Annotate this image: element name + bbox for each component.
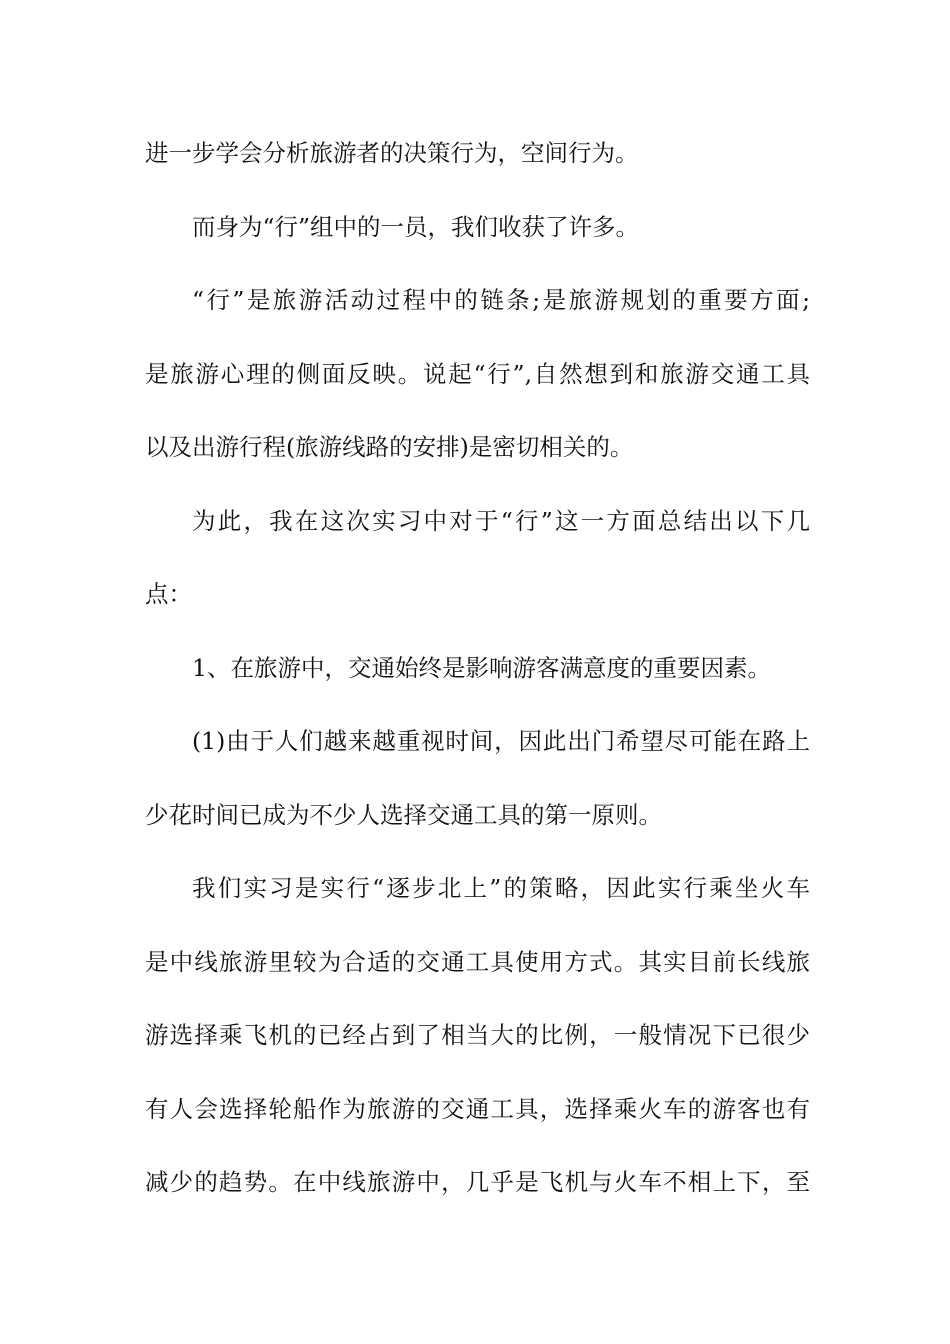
text-line-12: 是中线旅游里较为合适的交通工具使用方式。其实目前长线旅	[145, 947, 810, 976]
paragraph-line-11: 我们实习是实行“逐步北上”的策略，因此实行乘坐火车	[192, 874, 810, 902]
text-line-4: 是旅游心理的侧面反映。说起“行”,自然想到和旅游交通工具	[145, 359, 810, 388]
sub-item-1: (1)由于人们越来越重视时间，因此出门希望尽可能在路上	[192, 727, 810, 755]
text-line-5: 以及出游行程(旅游线路的安排)是密切相关的。	[145, 433, 634, 461]
list-item-1: 1、在旅游中，交通始终是影响游客满意度的重要因素。	[192, 653, 771, 682]
body-text	[145, 130, 810, 1233]
text-line-15: 减少的趋势。在中线旅游中，几乎是飞机与火车不相上下，至	[145, 1168, 810, 1196]
paragraph-line-6: 为此，我在这次实习中对于“行”这一方面总结出以下几	[192, 506, 810, 535]
text-line-7: 点：	[145, 580, 192, 608]
text-line-14: 有人会选择轮船作为旅游的交通工具，选择乘火车的游客也有	[145, 1094, 810, 1123]
text-line-1: 进一步学会分析旅游者的决策行为，空间行为。	[145, 139, 639, 167]
text-line-10: 少花时间已成为不少人选择交通工具的第一原则。	[145, 800, 662, 829]
paragraph-line-2: 而身为“行”组中的一员，我们收获了许多。	[192, 212, 640, 241]
paragraph-line-3: “行”是旅游活动过程中的链条;是旅游规划的重要方面;	[192, 286, 810, 314]
text-line-13: 游选择乘飞机的已经占到了相当大的比例，一般情况下已很少	[145, 1021, 810, 1049]
